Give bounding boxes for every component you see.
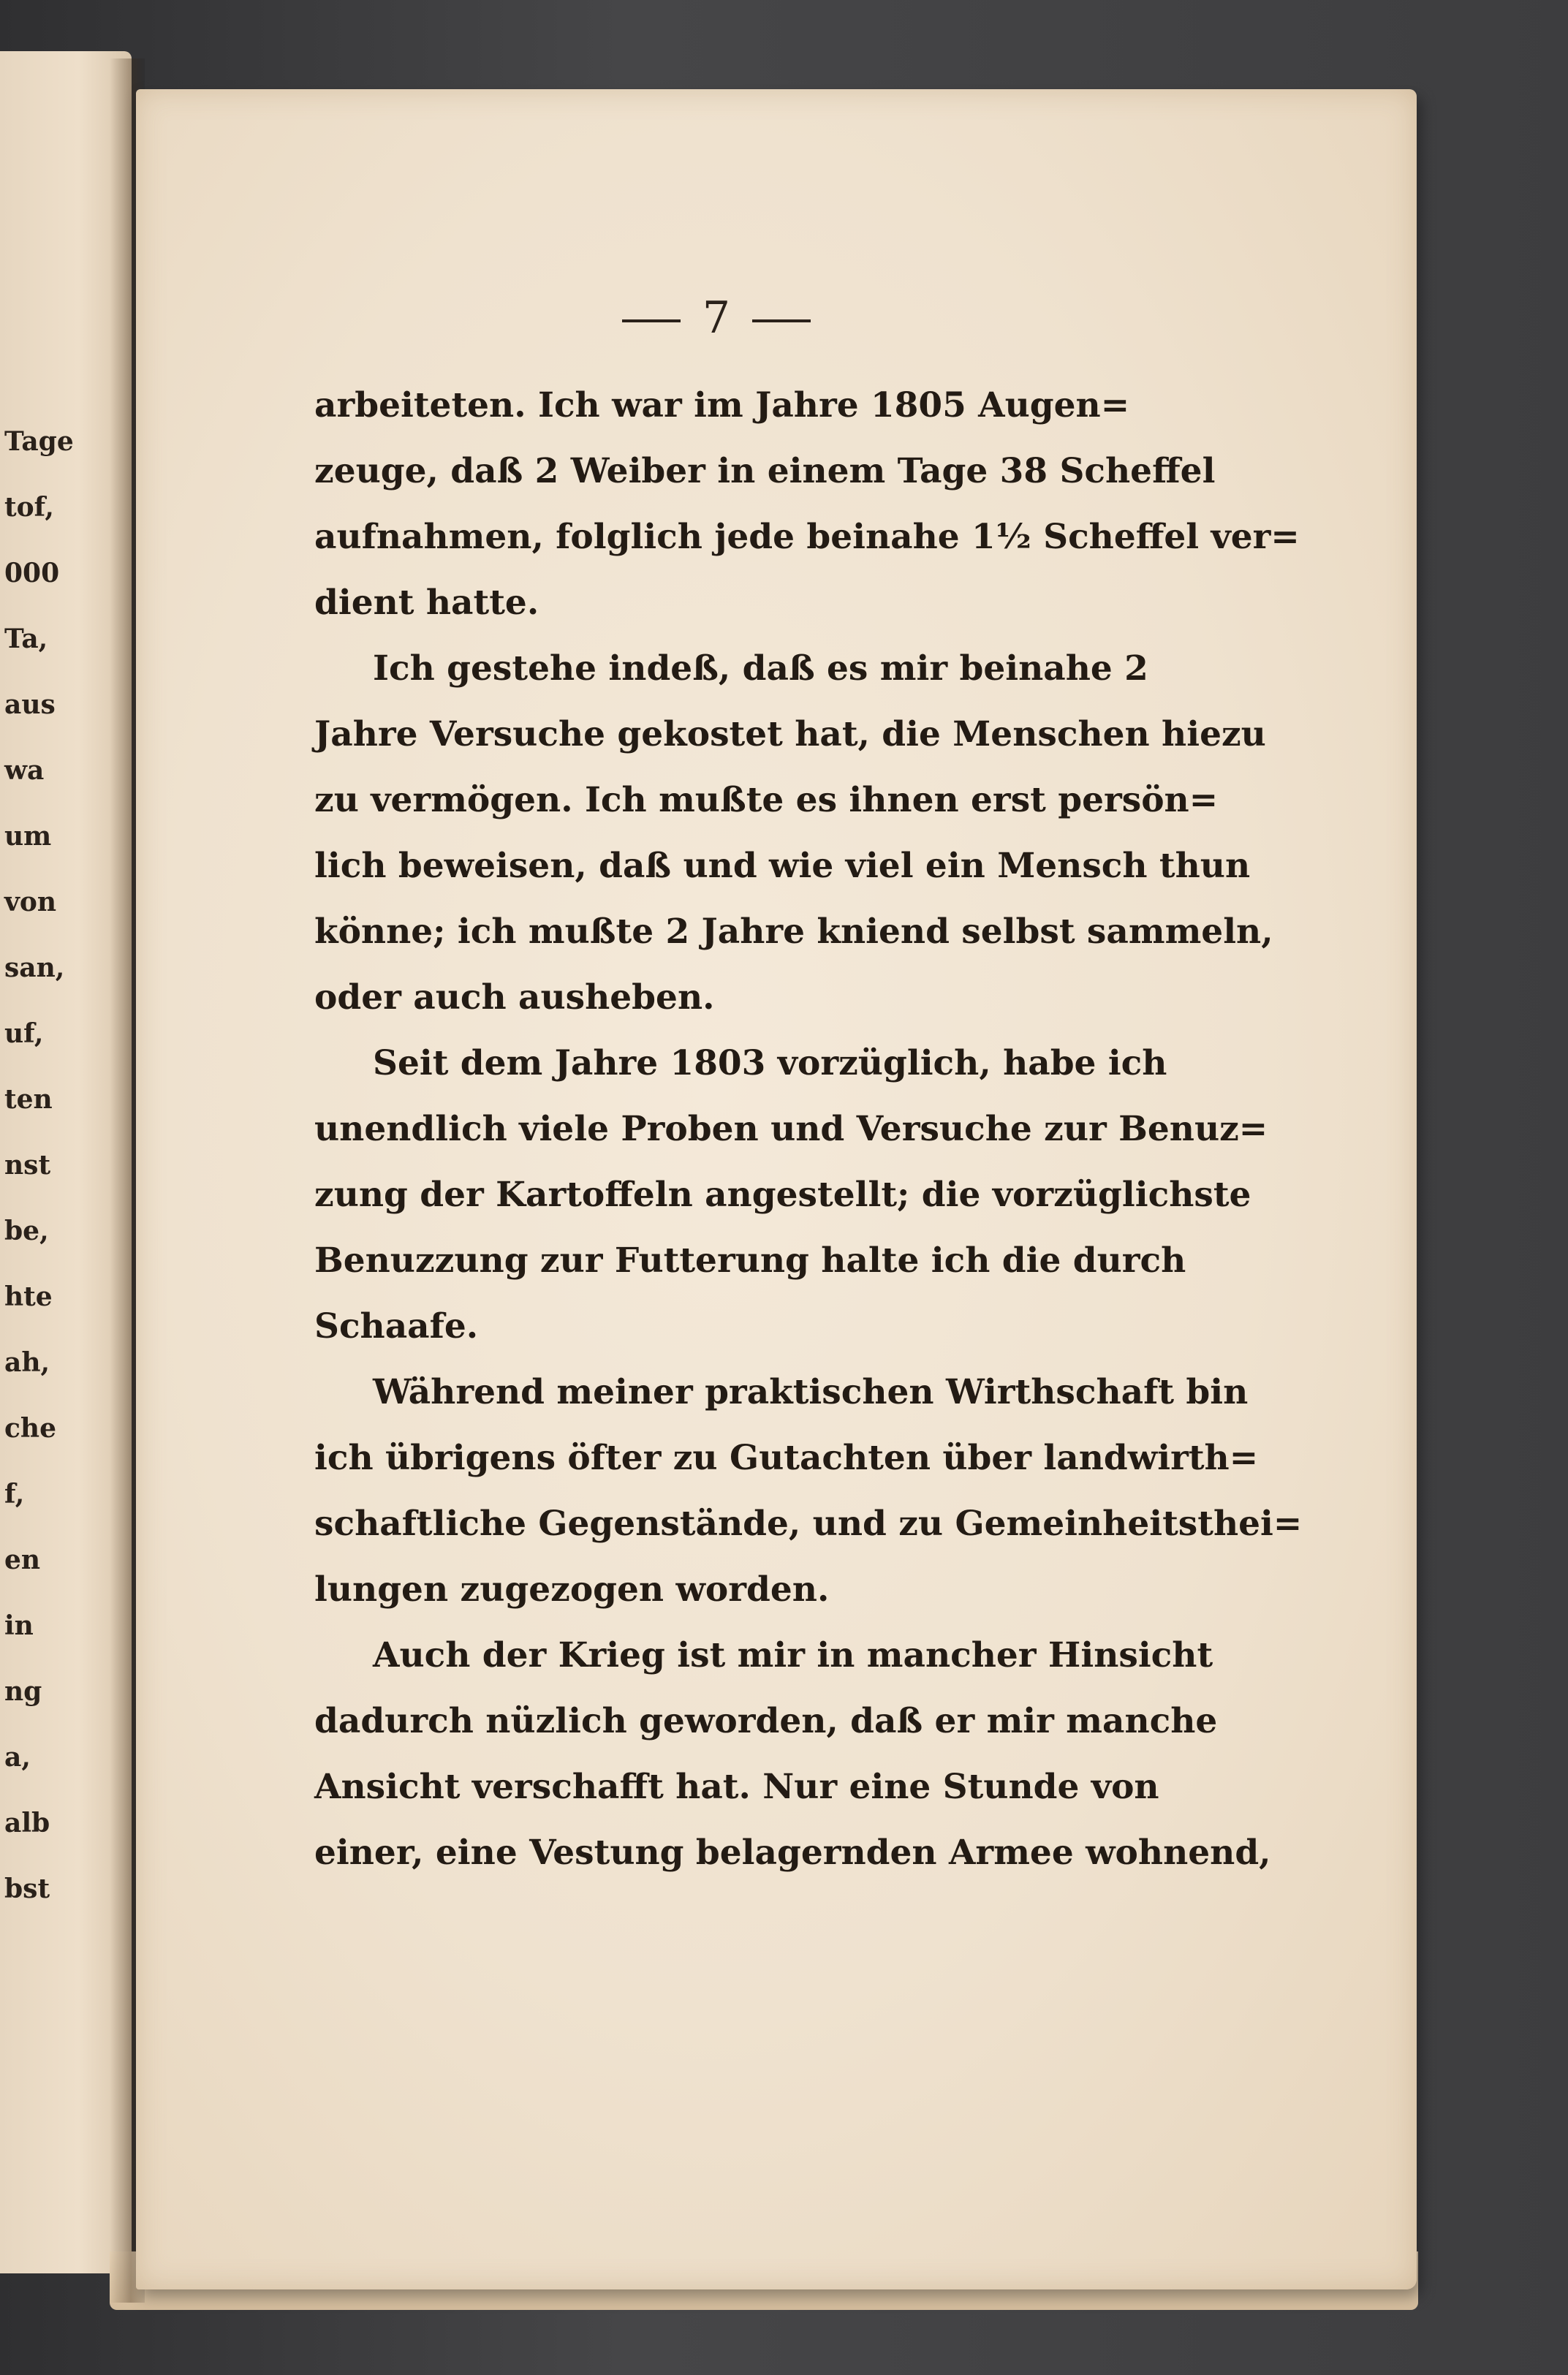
text-line: oder auch ausheben. <box>314 977 715 1018</box>
facing-page-fragment: ten <box>4 1084 53 1115</box>
facing-page-fragment: be, <box>4 1216 49 1246</box>
facing-page-fragment: aus <box>4 689 56 720</box>
facing-page-fragment: Tage <box>4 426 74 457</box>
text-line: Benuzzung zur Futterung halte ich die durch <box>314 1240 1186 1281</box>
facing-page-fragment: tof, <box>4 492 54 523</box>
facing-page-fragment: uf, <box>4 1018 44 1049</box>
text-line: lungen zugezogen worden. <box>314 1569 830 1610</box>
text-line: dient hatte. <box>314 583 539 623</box>
facing-page-fragment: von <box>4 887 57 917</box>
facing-page-fragment: san, <box>4 952 65 983</box>
facing-page-fragment: 000 <box>4 558 60 588</box>
facing-page-fragment: ah, <box>4 1347 50 1378</box>
facing-page-fragment: um <box>4 821 52 852</box>
text-line: Während meiner praktischen Wirthschaft bin <box>373 1372 1249 1412</box>
text-line: zung der Kartoffeln angestellt; die vorzüglichste <box>314 1175 1251 1215</box>
facing-page-fragment: hte <box>4 1281 53 1312</box>
text-line: lich beweisen, daß und wie viel ein Mensch thun <box>314 846 1251 886</box>
facing-page-fragment: wa <box>4 755 45 786</box>
facing-page-fragment: f, <box>4 1479 25 1510</box>
page-number-dash-left <box>622 319 681 322</box>
facing-page-fragment: a, <box>4 1742 31 1773</box>
facing-page-fragment: in <box>4 1610 34 1641</box>
text-line: einer, eine Vestung belagernden Armee wohnend, <box>314 1833 1271 1873</box>
facing-page-fragment: en <box>4 1545 41 1575</box>
facing-page-fragment: che <box>4 1413 56 1444</box>
facing-page-fragment: nst <box>4 1150 51 1181</box>
facing-page-fragment: bst <box>4 1874 50 1904</box>
page-number-value: 7 <box>702 292 731 344</box>
text-line: Auch der Krieg ist mir in mancher Hinsicht <box>373 1635 1213 1675</box>
facing-page-fragment: ng <box>4 1676 42 1707</box>
text-line: Schaafe. <box>314 1306 479 1346</box>
page-number-dash-right <box>752 319 811 322</box>
text-line: könne; ich mußte 2 Jahre kniend selbst sammeln, <box>314 912 1273 952</box>
text-line: Ansicht verschafft hat. Nur eine Stunde von <box>314 1767 1159 1807</box>
facing-page-fragment: alb <box>4 1808 50 1838</box>
text-line: dadurch nüzlich geworden, daß er mir manche <box>314 1701 1218 1741</box>
text-line: zu vermögen. Ich mußte es ihnen erst persön= <box>314 780 1219 820</box>
page-number <box>592 292 841 344</box>
text-line: Ich gestehe indeß, daß es mir beinahe 2 <box>373 648 1148 689</box>
facing-page-fragment: Ta, <box>4 624 48 654</box>
text-line: unendlich viele Proben und Versuche zur Benuz= <box>314 1109 1268 1149</box>
text-line: aufnahmen, folglich jede beinahe 1½ Scheffel ver= <box>314 517 1300 557</box>
text-line: arbeiteten. Ich war im Jahre 1805 Augen= <box>314 385 1130 425</box>
text-line: zeuge, daß 2 Weiber in einem Tage 38 Scheffel <box>314 451 1216 491</box>
text-line: Jahre Versuche gekostet hat, die Menschen hiezu <box>314 714 1266 754</box>
text-line: Seit dem Jahre 1803 vorzüglich, habe ich <box>373 1043 1167 1083</box>
text-line: schaftliche Gegenstände, und zu Gemeinheitsthei= <box>314 1504 1303 1544</box>
text-line: ich übrigens öfter zu Gutachten über landwirth= <box>314 1438 1259 1478</box>
